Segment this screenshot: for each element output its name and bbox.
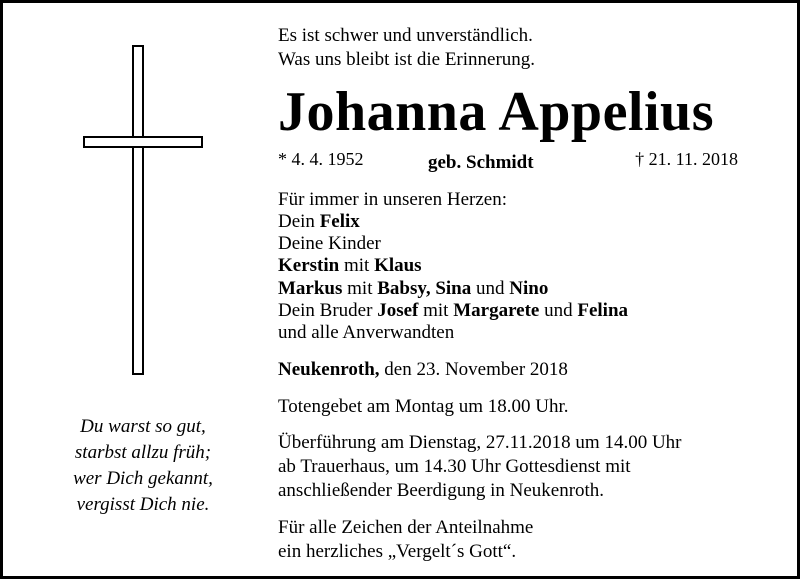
poem-line: starbst allzu früh; <box>74 442 212 463</box>
mourners-intro: Für immer in unseren Herzen: <box>278 189 507 210</box>
transfer-line-3: anschließender Beerdigung in Neukenroth. <box>278 480 605 501</box>
spouse-name: Felix <box>319 211 360 232</box>
life-dates <box>278 147 738 175</box>
brother-name: Josef <box>377 300 419 321</box>
memorial-poem <box>43 414 243 518</box>
place-date <box>278 358 568 382</box>
place-name: Neukenroth, <box>278 359 380 380</box>
mourner-brother <box>278 299 628 323</box>
connector-word: mit <box>423 300 449 321</box>
mourner-child-1 <box>278 254 422 278</box>
cross-icon <box>83 45 203 375</box>
child-name: Kerstin <box>278 255 340 276</box>
niece-name: Felina <box>577 300 629 321</box>
connector-word: mit <box>343 255 370 276</box>
poem-line: wer Dich gekannt, <box>73 468 213 489</box>
grandchildren-names: Babsy, Sina <box>377 278 472 299</box>
thanks-line-2: ein herzliches „Vergelt´s Gott“. <box>278 541 517 562</box>
partner-name: Margarete <box>453 300 540 321</box>
mourner-child-2 <box>278 277 548 301</box>
death-date: † 21. 11. 2018 <box>635 149 738 169</box>
connector-word: und <box>544 300 573 321</box>
grandchild-name: Nino <box>509 278 549 299</box>
spouse-prefix: Dein <box>278 211 315 232</box>
children-heading: Deine Kinder <box>278 233 381 254</box>
birth-date: * 4. 4. 1952 <box>278 149 364 169</box>
deceased-name: Johanna Appelius <box>278 81 714 143</box>
connector-word: mit <box>347 278 373 299</box>
maiden-name: geb. Schmidt <box>428 152 534 173</box>
quote-line-2: Was uns bleibt ist die Erinnerung. <box>278 49 536 70</box>
notice-date: den 23. November 2018 <box>384 359 568 380</box>
poem-line: vergisst Dich nie. <box>76 494 210 515</box>
partner-name: Klaus <box>374 255 422 276</box>
child-name: Markus <box>278 278 343 299</box>
poem-line: Du warst so gut, <box>80 416 206 437</box>
connector-word: und <box>476 278 505 299</box>
prayer-info: Totengebet am Montag um 18.00 Uhr. <box>278 396 569 417</box>
brother-prefix: Dein Bruder <box>278 300 373 321</box>
quote-line-1: Es ist schwer und unverständlich. <box>278 25 533 46</box>
transfer-line-2: ab Trauerhaus, um 14.30 Uhr Gottesdienst mit <box>278 456 631 477</box>
transfer-line-1: Überführung am Dienstag, 27.11.2018 um 14.00 Uhr <box>278 432 682 453</box>
thanks-line-1: Für alle Zeichen der Anteilnahme <box>278 517 534 538</box>
mourner-spouse <box>278 210 360 234</box>
relatives-line: und alle Anverwandten <box>278 322 455 343</box>
